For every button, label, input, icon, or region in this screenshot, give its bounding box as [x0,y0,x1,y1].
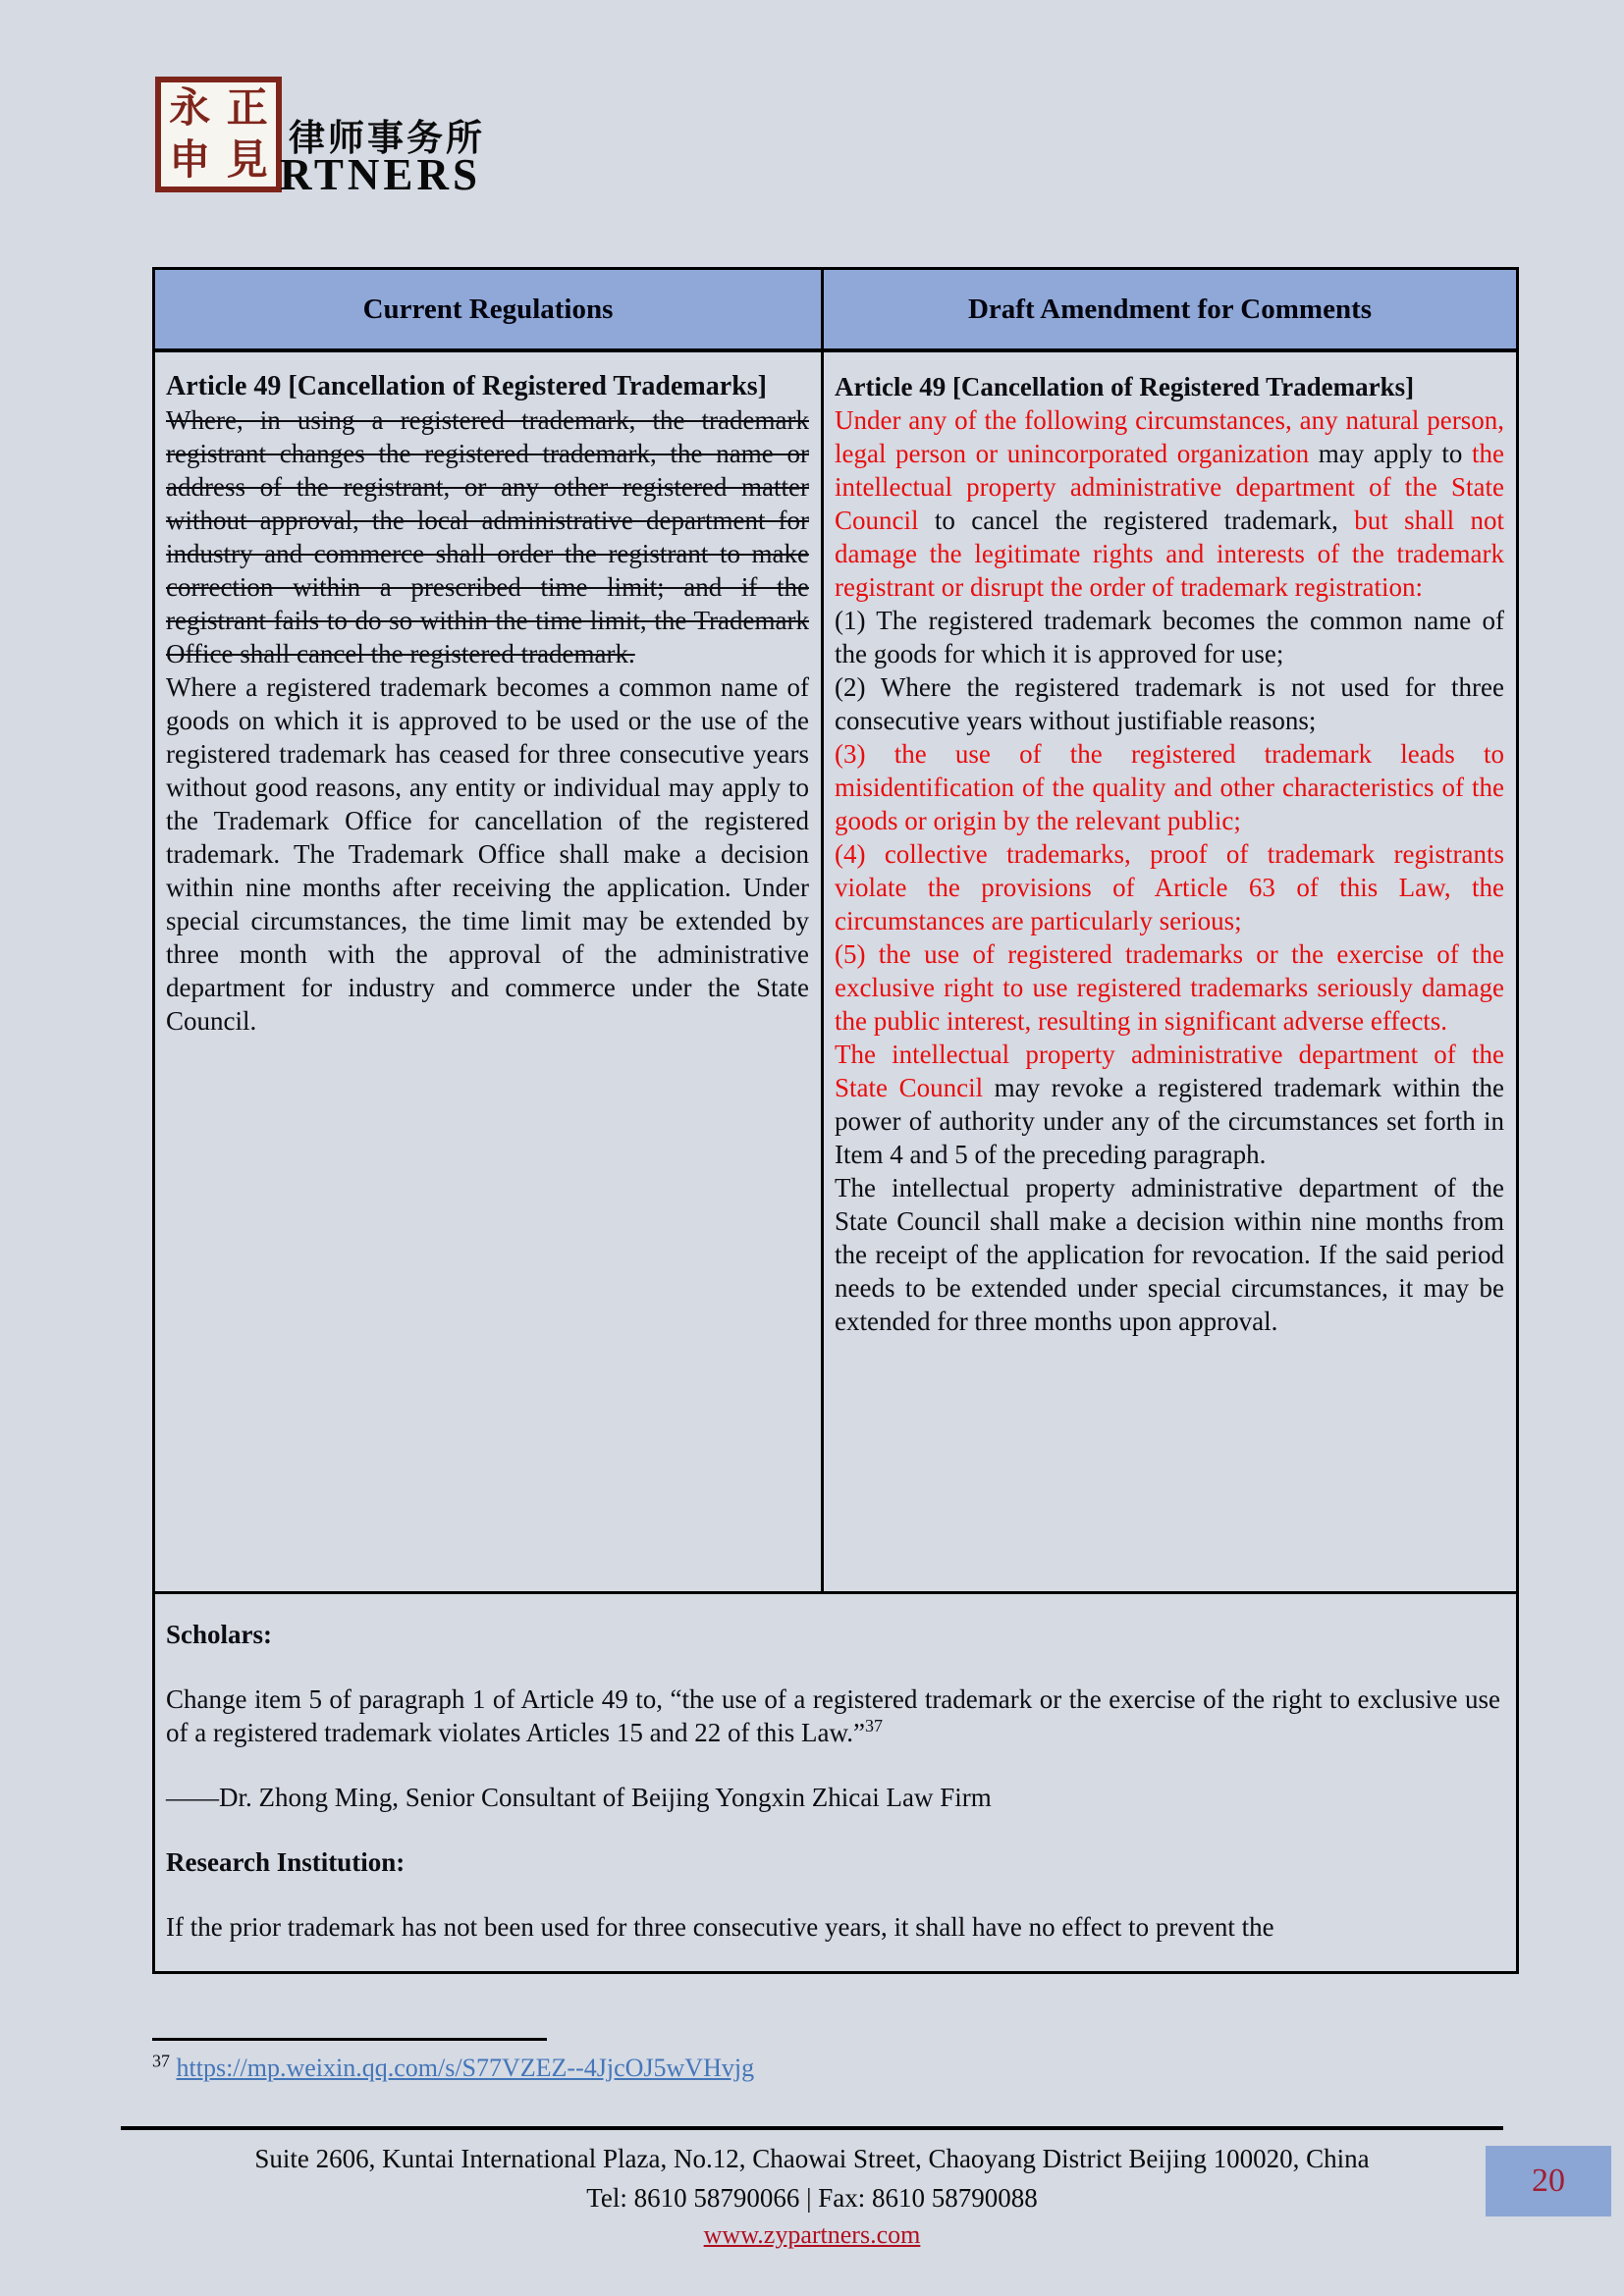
scholars-label: Scholars: [166,1620,272,1649]
draft-amendment-cell [824,352,1516,1591]
text-run: (4) collective trademarks, proof of trademark registrants violate the provisions of Article 63 of this Law, the circumstances are particularly serious; [835,839,1504,935]
text-run: (3) the use of the registered trademark leads to misidentification of the quality and other characteristics of the goods or origin by the relevant public; [835,739,1504,835]
seal-char: 申 [169,137,211,184]
footnote-separator [152,2038,547,2041]
comments-cell [155,1594,1516,1971]
amendment-decision-paragraph [835,1171,1504,1338]
scholars-comment-text: Change item 5 of paragraph 1 of Article 49 to, “the use of a registered trademark or the exercise of the right to exclusive use of a registered trademark violates Articles 15 and 22 of this Law.” [166,1684,1500,1747]
struck-paragraph: Where, in using a registered trademark, the trademark registrant changes the registered trademark, the name or address of the registrant, or any other registered matter without approval, the local administrative department for industry and commerce shall order the registrant to make correction within a prescribed time limit; and if the registrant fails to do so within the time limit, the Trademark Office shall cancel the registered trademark. [166,405,809,668]
text-run: (5) the use of registered trademarks or the exercise of the exclusive right to use registered trademarks seriously damage the public interest, resulting in significant adverse effects. [835,939,1504,1036]
footer-tel-fax: Tel: 8610 58790066 | Fax: 8610 58790088 [586,2183,1038,2213]
comparison-table [152,267,1519,1974]
current-regulation-paragraph: Where a registered trademark becomes a common name of goods on which it is approved to be used or the use of the registered trademark has ceased for three consecutive years without good reasons, any entity or individual may apply to the Trademark Office for cancellation of the registered trademark. The Trademark Office shall make a decision within nine months after receiving the application. Under special circumstances, the time limit may be extended by three month with the approval of the administrative department for industry and commerce under the State Council. [166,672,809,1036]
footnote [152,2051,755,2083]
footer-separator [121,2126,1503,2130]
footer-website-line [0,2220,1624,2250]
amendment-revoke-paragraph [835,1038,1504,1171]
text-run: to cancel the registered trademark, [934,506,1355,535]
table-header-row [155,270,1516,352]
amendment-item-5 [835,937,1504,1038]
scholars-attribution: ——Dr. Zhong Ming, Senior Consultant of Beijing Yongxin Zhicai Law Firm [166,1783,992,1812]
text-run: (1) The registered trademark becomes the common name of the goods for which it is approved for use; [835,606,1504,668]
seal-char: 永 [169,85,211,132]
column-header-draft-amendment: Draft Amendment for Comments [967,293,1373,325]
footnote-number: 37 [152,2051,170,2071]
research-institution-comment: If the prior trademark has not been used for three consecutive years, it shall have no effect to prevent the [166,1912,1274,1942]
text-run: The intellectual property administrative department of the State Council [835,1040,1504,1102]
column-header-current-regulations: Current Regulations [155,270,824,348]
research-institution-label: Research Institution: [166,1847,406,1877]
firm-seal-icon [155,77,282,192]
amendment-item-4 [835,837,1504,937]
seal-char: 正 [226,85,268,132]
article-title: Article 49 [Cancellation of Registered Trademarks] [166,371,767,401]
page-number-badge [1486,2146,1611,2216]
text-run: but shall not damage the legitimate rights and interests of the trademark registrant or disrupt the order of trademark registration: [835,506,1505,602]
current-regulations-cell [155,352,824,1591]
footnote-reference: 37 [865,1716,884,1735]
law-firm-logo [155,77,705,204]
footnote-link[interactable]: https://mp.weixin.qq.com/s/S77VZEZ--4JjcOJ5wVHvjg [176,2054,755,2082]
page-number: 20 [1532,2163,1565,2199]
scholars-comment [166,1682,1500,1749]
website-link[interactable]: www.zypartners.com [703,2220,921,2249]
text-run: may revoke a registered trademark within the power of authority under any of the circumstances set forth in Item 4 and 5 of the preceding paragraph. [835,1073,1504,1169]
table-body-row [155,352,1516,1594]
amendment-intro-paragraph [835,403,1504,604]
footer-address: Suite 2606, Kuntai International Plaza, No.12, Chaowai Street, Chaoyang District Beijing 100020, China [254,2144,1370,2173]
text-run: may apply to [1318,439,1472,468]
seal-char: 見 [226,137,268,184]
text-run: the intellectual property administrative department of the State Council [835,439,1504,535]
amendment-item-1 [835,604,1504,670]
article-title: Article 49 [Cancellation of Registered Trademarks] [835,372,1415,401]
amendment-item-3 [835,737,1504,837]
text-run: Under any of the following circumstances, any natural person, legal person or unincorporated organization [835,405,1504,468]
text-run: The intellectual property administrative department of the State Council shall make a decision within nine months from the receipt of the application for revocation. If the said period needs to be extended under special circumstances, it may be extended for three months upon approval. [835,1173,1504,1336]
text-run: (2) Where the registered trademark is not used for three consecutive years without justifiable reasons; [835,672,1504,735]
logo-english-text: RTNERS [280,150,481,199]
amendment-item-2 [835,670,1504,737]
logo-chinese-text: 律师事务所 [289,119,485,159]
